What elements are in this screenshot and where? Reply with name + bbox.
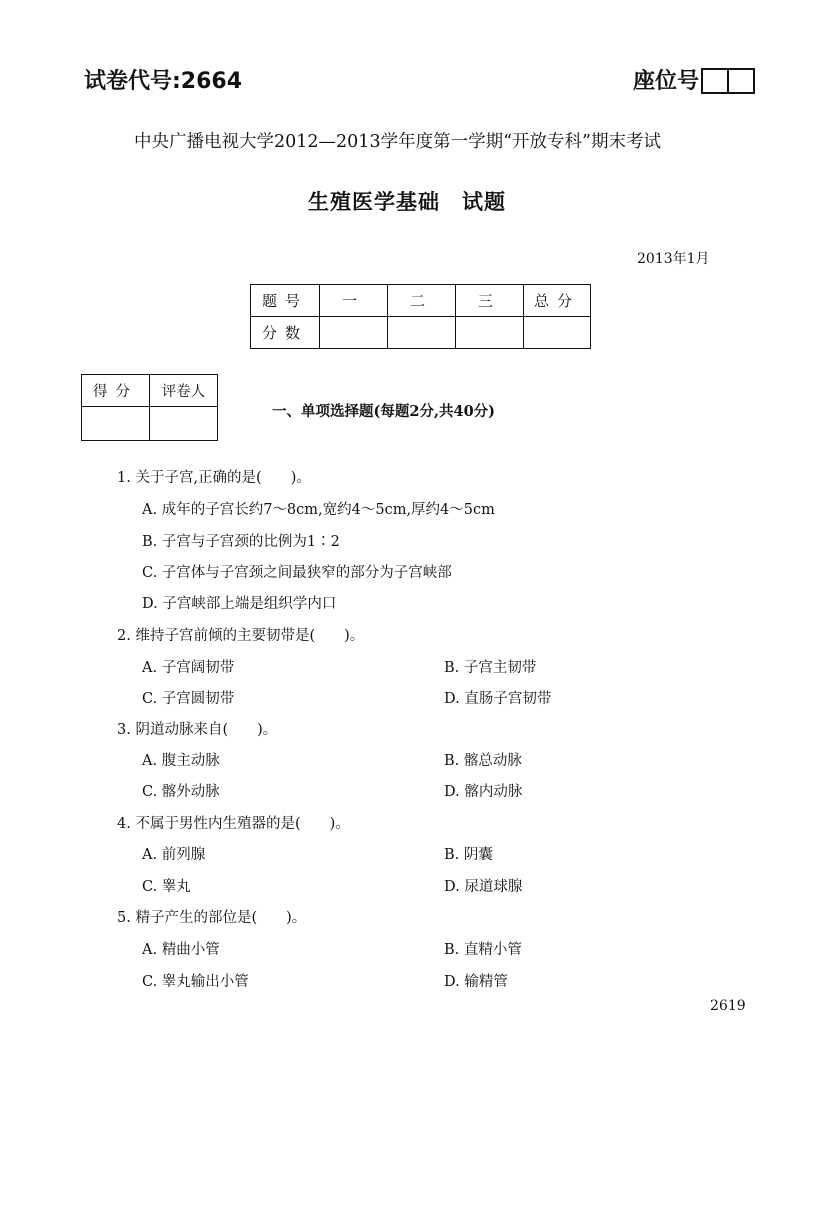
question-option: D. 子宫峡部上端是组织学内口 xyxy=(142,596,337,612)
question-option: B. 子宫与子宫颈的比例为1∶2 xyxy=(142,534,340,550)
score-table-score-row xyxy=(251,317,591,349)
question-option: B. 髂总动脉 xyxy=(444,753,522,769)
paper-code: 试卷代号:2664 xyxy=(84,69,243,94)
question-option: D. 髂内动脉 xyxy=(444,784,523,800)
question-option: B. 子宫主韧带 xyxy=(444,660,537,676)
score-table xyxy=(250,284,591,349)
question-option: C. 睾丸 xyxy=(142,879,191,895)
seat-box xyxy=(729,68,755,94)
score-table-empty-cell xyxy=(320,317,388,349)
seat-box xyxy=(701,68,729,94)
grader-table-empty-cell xyxy=(150,407,218,441)
page-number: 2619 xyxy=(710,998,746,1014)
question-option: A. 成年的子宫长约7～8cm,宽约4～5cm,厚约4～5cm xyxy=(142,502,495,518)
score-table-cell: 二 xyxy=(388,285,456,317)
score-table-empty-cell xyxy=(388,317,456,349)
question-option: C. 子宫圆韧带 xyxy=(142,691,235,707)
question-option: B. 直精小管 xyxy=(444,942,522,958)
grader-table-header-row xyxy=(82,375,218,407)
grader-table-cell: 得分 xyxy=(82,375,150,407)
exam-title: 生殖医学基础 试题 xyxy=(308,190,506,214)
question-option: A. 腹主动脉 xyxy=(142,753,220,769)
score-table-cell: 总分 xyxy=(524,285,591,317)
question-stem: 1. 关于子宫,正确的是( )。 xyxy=(117,470,311,486)
score-table-cell: 三 xyxy=(456,285,524,317)
question-option: D. 输精管 xyxy=(444,974,508,990)
question-stem: 4. 不属于男性内生殖器的是( )。 xyxy=(117,816,350,832)
seat-number-boxes xyxy=(701,68,755,94)
question-option: B. 阴囊 xyxy=(444,847,493,863)
exam-header: 中央广播电视大学2012—2013学年度第一学期“开放专科”期末考试 xyxy=(134,132,661,152)
question-option: A. 前列腺 xyxy=(142,847,206,863)
score-table-cell: 一 xyxy=(320,285,388,317)
score-table-header-row xyxy=(251,285,591,317)
seat-number xyxy=(633,64,755,95)
question-option: C. 髂外动脉 xyxy=(142,784,220,800)
section-heading: 一、单项选择题(每题2分,共40分) xyxy=(272,403,496,420)
question-option: C. 睾丸输出小管 xyxy=(142,974,249,990)
question-option: A. 精曲小管 xyxy=(142,942,220,958)
question-stem: 5. 精子产生的部位是( )。 xyxy=(117,910,307,926)
grader-table-blank-row xyxy=(82,407,218,441)
question-option: D. 尿道球腺 xyxy=(444,879,523,895)
question-stem: 2. 维持子宫前倾的主要韧带是( )。 xyxy=(117,628,365,644)
exam-date: 2013年1月 xyxy=(637,251,710,267)
question-option: D. 直肠子宫韧带 xyxy=(444,691,552,707)
question-stem: 3. 阴道动脉来自( )。 xyxy=(117,722,278,738)
seat-number-label: 座位号 xyxy=(633,69,700,94)
grader-table xyxy=(81,374,218,441)
question-option: A. 子宫阔韧带 xyxy=(142,660,235,676)
score-table-empty-cell xyxy=(456,317,524,349)
grader-table-empty-cell xyxy=(82,407,150,441)
question-option: C. 子宫体与子宫颈之间最狭窄的部分为子宫峡部 xyxy=(142,565,452,581)
score-table-empty-cell xyxy=(524,317,591,349)
score-table-cell: 分数 xyxy=(251,317,320,349)
grader-table-cell: 评卷人 xyxy=(150,375,218,407)
score-table-cell: 题号 xyxy=(251,285,320,317)
